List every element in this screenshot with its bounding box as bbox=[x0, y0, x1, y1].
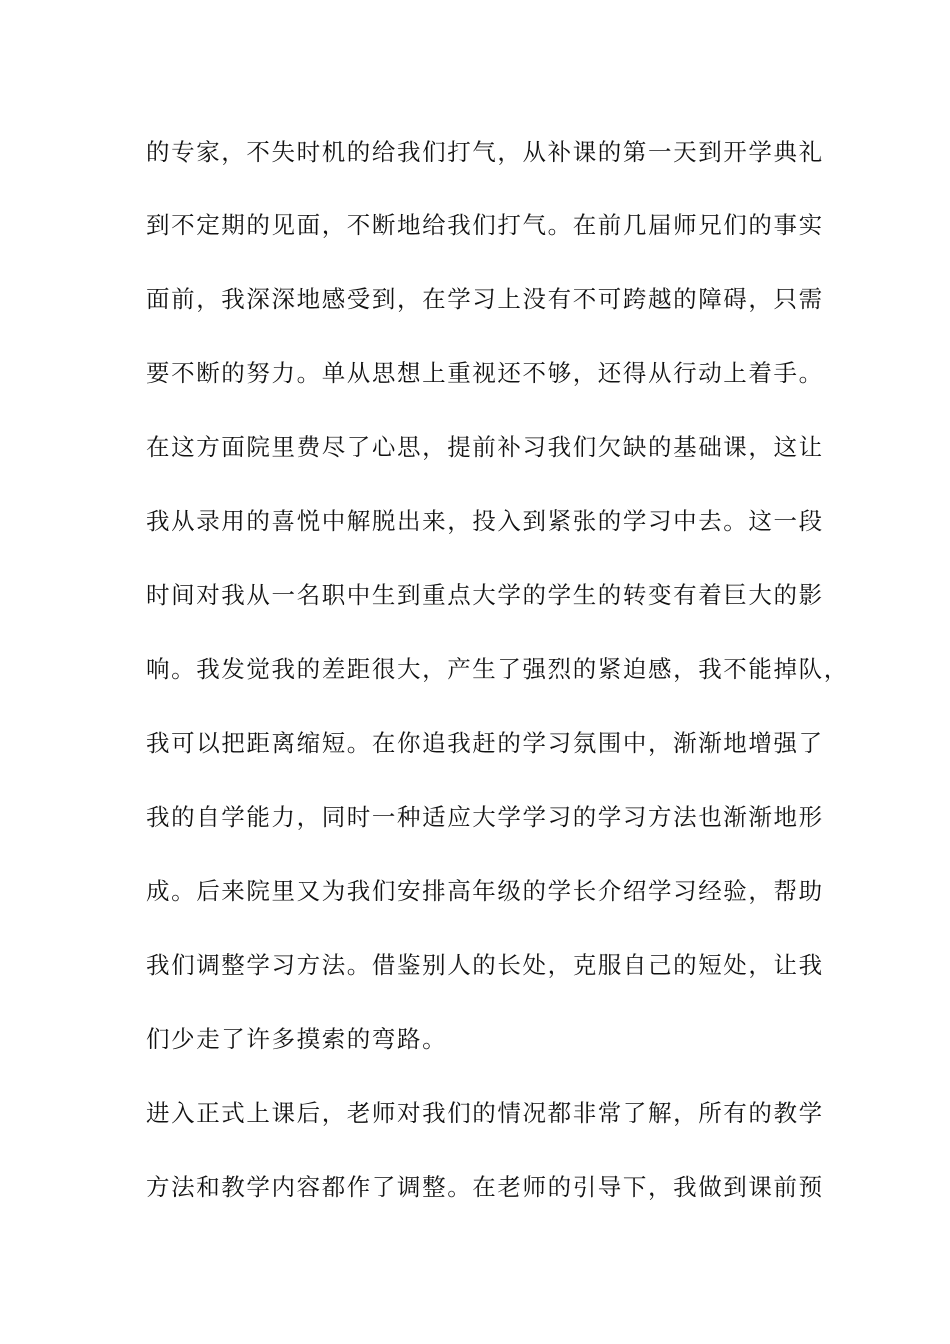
text-line: 的专家，不失时机的给我们打气，从补课的第一天到开学典礼 bbox=[146, 138, 824, 166]
text-line: 时间对我从一名职中生到重点大学的学生的转变有着巨大的影 bbox=[146, 581, 824, 609]
text-line: 进入正式上课后，老师对我们的情况都非常了解，所有的教学 bbox=[146, 1099, 824, 1127]
text-line: 响。我发觉我的差距很大，产生了强烈的紧迫感，我不能掉队， bbox=[146, 655, 849, 683]
text-line: 我的自学能力，同时一种适应大学学习的学习方法也渐渐地形 bbox=[146, 803, 824, 831]
text-line: 我们调整学习方法。借鉴别人的长处，克服自己的短处，让我 bbox=[146, 951, 824, 979]
text-line: 在这方面院里费尽了心思，提前补习我们欠缺的基础课，这让 bbox=[146, 433, 824, 461]
text-line: 到不定期的见面，不断地给我们打气。在前几届师兄们的事实 bbox=[146, 211, 824, 239]
text-line: 要不断的努力。单从思想上重视还不够，还得从行动上着手。 bbox=[146, 359, 824, 387]
text-line: 们少走了许多摸索的弯路。 bbox=[146, 1025, 448, 1053]
text-line: 我可以把距离缩短。在你追我赶的学习氛围中，渐渐地增强了 bbox=[146, 729, 824, 757]
text-line: 方法和教学内容都作了调整。在老师的引导下，我做到课前预 bbox=[146, 1173, 824, 1201]
text-line: 成。后来院里又为我们安排高年级的学长介绍学习经验，帮助 bbox=[146, 877, 824, 905]
text-line: 面前，我深深地感受到，在学习上没有不可跨越的障碍，只需 bbox=[146, 285, 824, 313]
text-line: 我从录用的喜悦中解脱出来，投入到紧张的学习中去。这一段 bbox=[146, 507, 824, 535]
